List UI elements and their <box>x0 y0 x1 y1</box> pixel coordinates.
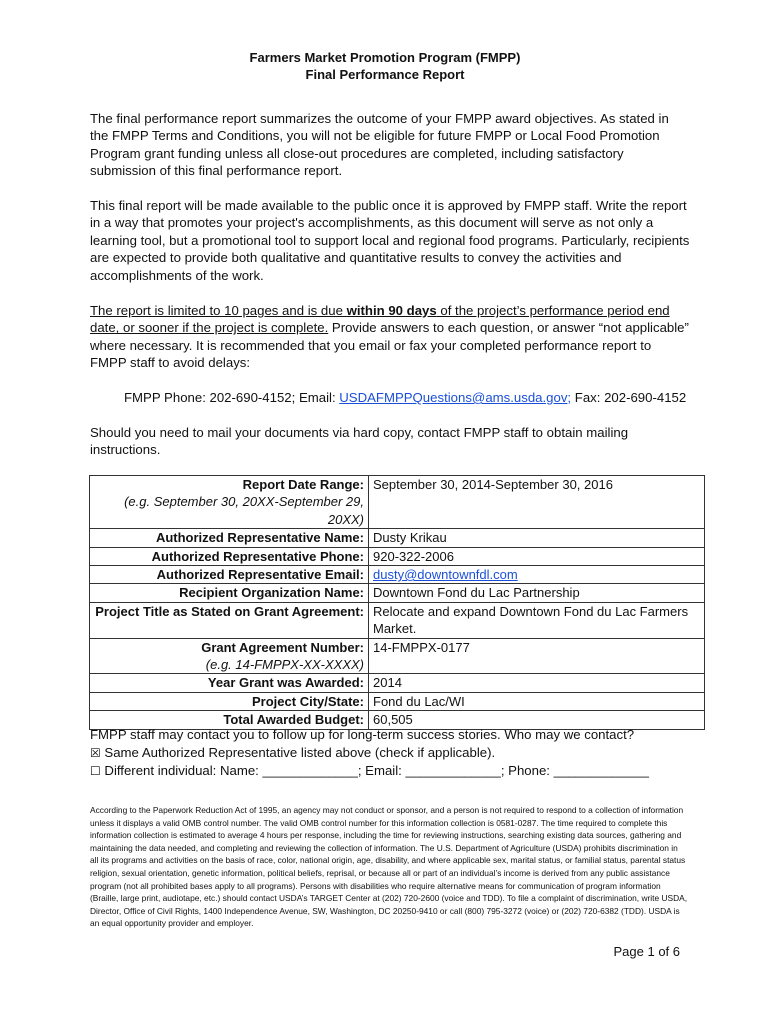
report-date-value: September 30, 2014-September 30, 2016 <box>369 476 705 494</box>
rep-phone-value: 920-322-2006 <box>369 547 705 565</box>
report-date-hint: (e.g. September 30, 20XX-September 29, 20XX) <box>90 493 369 528</box>
page-number: Page 1 of 6 <box>613 944 680 959</box>
due-notice-part1: The report is limited to 10 pages and is due <box>90 303 347 318</box>
award-year-label: Year Grant was Awarded: <box>90 674 369 692</box>
intro-paragraph-2: This final report will be made available to the public once it is approved by FMPP staff. Write the report in a way that promotes your project's accomplishments, as this document will serve as not only a learning tool, but a promotional tool to support local and regional food programs. Particularly, recipients are expected to provide both qualitative and quantitative results to convey the activities and accomplishments of the work. <box>90 198 690 283</box>
document-subtitle: Final Performance Report <box>305 67 465 82</box>
intro-paragraph-1: The final performance report summarizes the outcome of your FMPP award objectives. As stated in the FMPP Terms and Conditions, you will not be eligible for future FMPP or Local Food Promotion Program grant funding unless all close-out procedures are completed, including satisfactory submission of this final performance report. <box>90 111 669 179</box>
rep-phone-label: Authorized Representative Phone: <box>90 547 369 565</box>
empty-cell <box>369 493 705 528</box>
due-notice-part2: of the project’s performance period end date, or sooner if the project is complete. <box>90 303 670 336</box>
contact-email-link[interactable]: USDAFMPPQuestions@ams.usda.gov; <box>339 390 572 405</box>
table-row <box>90 602 705 638</box>
rep-email-label: Authorized Representative Email: <box>90 566 369 584</box>
budget-value: 60,505 <box>369 711 705 729</box>
project-title-label: Project Title as Stated on Grant Agreement: <box>90 602 369 638</box>
document-title: Farmers Market Promotion Program (FMPP) <box>249 50 521 65</box>
city-state-label: Project City/State: <box>90 692 369 710</box>
org-value: Downtown Fond du Lac Partnership <box>369 584 705 602</box>
budget-label: Total Awarded Budget: <box>90 711 369 729</box>
paperwork-reduction-notice: According to the Paperwork Reduction Act of 1995, an agency may not conduct or sponsor, and a person is not required to respond to a collection of information unless it displays a valid OMB control number. The valid OMB control number for this information collection is 0581-0287. The time required to complete this information collection is estimated to average 4 hours per response, including the time for reviewing instructions, searching existing data sources, gathering and maintaining the data needed, and completing and reviewing the collection of information. The U.S. Department of Agriculture (USDA) prohibits discrimination in all its programs and activities on the basis of race, color, national origin, age, disability, and where applicable sex, marital status, or familial status, parental status religion, sexual orientation, genetic information, political beliefs, reprisal, or because all or part of an individual’s income is derived from any public assistance program (not all prohibited bases apply to all programs). Persons with disabilities who require alternative means for communication of program information (Braille, large print, audiotape, etc.) should contact USDA’s TARGET Center at (202) 720-2600 (voice and TDD). To file a complaint of discrimination, write USDA, Director, Office of Civil Rights, 1400 Independence Avenue, SW, Washington, DC 20250-9410 or call (800) 795-3272 (voice) or (202) 720-6382 (TDD). USDA is an equal opportunity provider and employer. <box>90 805 688 929</box>
rep-email-cell <box>369 566 705 584</box>
due-notice-bold: within 90 days <box>346 303 437 318</box>
table-row <box>90 529 705 547</box>
table-row <box>90 547 705 565</box>
due-notice-rest: Provide answers to each question, or answer “not applicable” where necessary. It is recommended that you email or fax your completed performance report to FMPP staff to avoid delays: <box>90 320 689 371</box>
city-state-value: Fond du Lac/WI <box>369 692 705 710</box>
project-title-value: Relocate and expand Downtown Fond du Lac Farmers Market. <box>369 602 705 638</box>
rep-name-label: Authorized Representative Name: <box>90 529 369 547</box>
checked-checkbox-icon[interactable]: ☒ <box>90 746 101 760</box>
table-row <box>90 656 705 674</box>
table-row <box>90 638 705 656</box>
followup-option-same-label: Same Authorized Representative listed above (check if applicable). <box>100 745 496 760</box>
followup-option-different <box>90 762 690 780</box>
report-date-label: Report Date Range: <box>90 476 369 494</box>
rep-email-link[interactable]: dusty@downtownfdl.com <box>373 567 518 583</box>
rep-name-value: Dusty Krikau <box>369 529 705 547</box>
intro-paragraph-3 <box>90 302 690 372</box>
followup-question: FMPP staff may contact you to follow up for long-term success stories. Who may we contact? <box>90 727 635 742</box>
agreement-number-value: 14-FMPPX-0177 <box>369 638 705 656</box>
award-year-value: 2014 <box>369 674 705 692</box>
followup-option-same <box>90 744 690 762</box>
table-row <box>90 566 705 584</box>
table-row <box>90 692 705 710</box>
followup-option-different-label: Different individual: Name: _____________; Email: _____________; Phone: _____________ <box>100 763 649 778</box>
contact-fax: Fax: 202-690-4152 <box>571 390 687 405</box>
report-info-table <box>89 475 705 730</box>
contact-phone-prefix: FMPP Phone: 202-690-4152; Email: <box>124 390 340 405</box>
mail-instructions: Should you need to mail your documents via hard copy, contact FMPP staff to obtain mailing instructions. <box>90 425 629 458</box>
table-row <box>90 584 705 602</box>
agreement-number-hint: (e.g. 14-FMPPX-XX-XXXX) <box>90 656 369 674</box>
agreement-number-label: Grant Agreement Number: <box>90 638 369 656</box>
contact-line <box>124 389 704 406</box>
table-row <box>90 674 705 692</box>
empty-cell <box>369 656 705 674</box>
table-row <box>90 476 705 494</box>
org-label: Recipient Organization Name: <box>90 584 369 602</box>
unchecked-checkbox-icon[interactable]: ☐ <box>90 764 101 778</box>
table-row <box>90 493 705 528</box>
